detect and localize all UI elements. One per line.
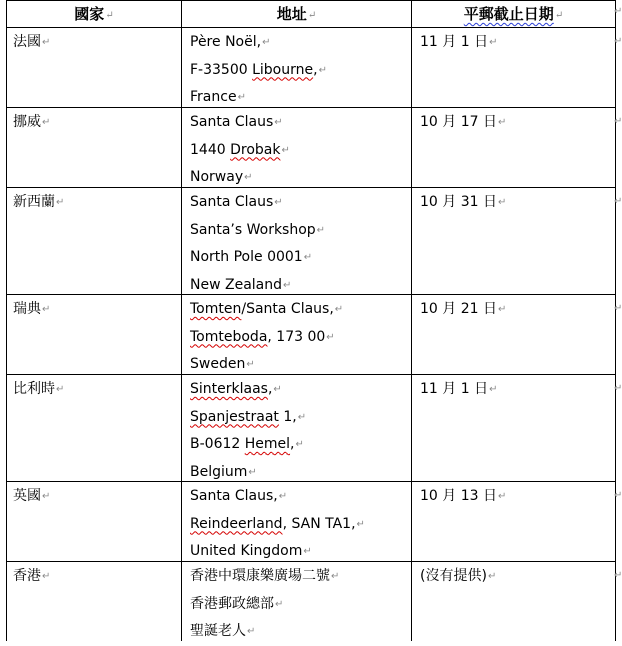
address-cell: 香港中環康樂廣場二號↵ 香港郵政總部↵ 聖誕老人↵ — [190, 568, 340, 639]
table-border-left — [6, 0, 7, 641]
column-header-country: 國家↵ — [74, 5, 114, 23]
row-end-mark: ↵ — [614, 36, 622, 47]
address-cell: Santa Claus↵ Santa’s Workshop↵ North Pole 0001↵ New Zealand↵ — [190, 194, 326, 293]
table-border-right — [615, 0, 616, 641]
address-cell: Santa Claus,↵ Reindeerland, SAN TA1,↵ United Kingdom↵ — [190, 488, 365, 559]
country-cell: 挪威↵ — [13, 114, 51, 130]
deadline-cell: 10 月 13 日↵ — [420, 488, 507, 504]
row-end-mark: ↵ — [614, 383, 622, 394]
column-divider — [181, 0, 182, 641]
column-header-address: 地址↵ — [276, 5, 317, 23]
row-end-mark: ↵ — [614, 116, 622, 127]
country-cell: 英國↵ — [13, 488, 51, 504]
country-cell: 香港↵ — [13, 568, 51, 584]
row-end-mark: ↵ — [614, 6, 622, 17]
row-divider — [6, 187, 616, 188]
address-cell: Santa Claus↵ 1440 Drobak↵ Norway↵ — [190, 114, 290, 185]
country-cell: 法國↵ — [13, 34, 51, 50]
deadline-cell: 11 月 1 日↵ — [420, 34, 498, 50]
deadline-cell: 10 月 17 日↵ — [420, 114, 507, 130]
country-cell: 新西蘭↵ — [13, 194, 65, 210]
country-cell: 比利時↵ — [13, 381, 65, 397]
country-cell: 瑞典↵ — [13, 301, 51, 317]
row-divider — [6, 481, 616, 482]
deadline-cell: (沒有提供)↵ — [420, 568, 497, 584]
deadline-cell: 10 月 31 日↵ — [420, 194, 507, 210]
row-end-mark: ↵ — [614, 196, 622, 207]
column-header-deadline: 平郵截止日期↵ — [463, 5, 564, 23]
address-cell: Tomten/Santa Claus,↵ Tomteboda, 173 00↵ Sweden↵ — [190, 301, 344, 372]
row-end-mark: ↵ — [614, 570, 622, 581]
column-divider — [411, 0, 412, 641]
address-cell: Sinterklaas,↵ Spanjestraat 1,↵ B-0612 Hemel,↵ Belgium↵ — [190, 381, 307, 480]
row-end-mark: ↵ — [614, 490, 622, 501]
row-end-mark: ↵ — [614, 303, 622, 314]
row-divider — [6, 27, 616, 28]
deadline-cell: 10 月 21 日↵ — [420, 301, 507, 317]
deadline-cell: 11 月 1 日↵ — [420, 381, 498, 397]
address-cell: Père Noël,↵ F-33500 Libourne,↵ France↵ — [190, 34, 327, 105]
